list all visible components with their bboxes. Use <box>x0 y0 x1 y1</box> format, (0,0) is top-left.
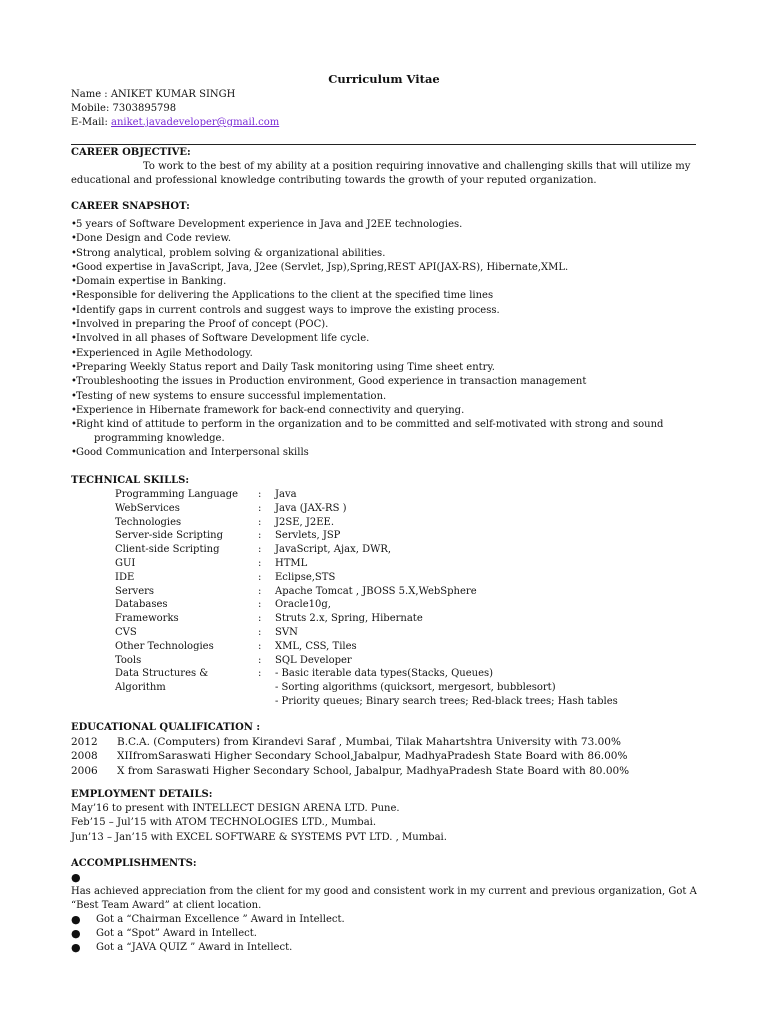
email-label: E-Mail: <box>71 117 112 128</box>
email-link[interactable]: aniket.javadeveloper@gmail.com <box>111 117 280 128</box>
bullet-icon: • <box>71 276 77 288</box>
document-title: Curriculum Vitae <box>328 72 440 86</box>
bullet-icon: ● <box>71 913 81 926</box>
table-row: Data Structures & : - Basic iterable data types(Stacks, Queues) <box>115 668 494 680</box>
list-item: ● Got a “JAVA QUIZ ” Award in Intellect. <box>71 941 293 954</box>
list-item: ● Got a “Spot” Award in Intellect. <box>71 927 257 940</box>
list-item: •Preparing Weekly Status report and Daily Task monitoring using Time sheet entry. <box>71 361 495 373</box>
list-item: Jun’13 – Jan’15 with EXCEL SOFTWARE & SYSTEMS PVT LTD. , Mumbai. <box>71 831 447 843</box>
table-row: Servers : Apache Tomcat , JBOSS 5.X,WebSphere <box>115 585 477 597</box>
table-row: 2012 B.C.A. (Computers) from Kirandevi Saraf , Mumbai, Tilak Mahartshtra University with 73.00% <box>71 736 621 748</box>
email-line <box>71 116 279 130</box>
list-item: •Responsible for delivering the Applications to the client at the specified time lines <box>71 290 494 302</box>
bullet-icon: • <box>71 347 77 359</box>
bullet-icon: • <box>71 419 77 431</box>
bullet-icon: • <box>71 233 77 245</box>
table-row: 2008 XIIfromSaraswati Higher Secondary School,Jabalpur, MadhyaPradesh State Board with 86.00% <box>71 750 628 763</box>
bullet-icon: • <box>71 376 77 388</box>
objective-line-2: educational and professional knowledge contributing towards the growth of your reputed organization. <box>71 175 597 186</box>
bullet-icon: • <box>71 333 77 345</box>
employment-section <box>71 788 697 845</box>
accomplishments-section <box>71 857 697 955</box>
table-row: Algorithm - Sorting algorithms (quicksort, mergesort, bubblesort) <box>115 682 556 694</box>
objective-line-1: To work to the best of my ability at a position requiring innovative and challenging skills that will utilize my <box>143 161 691 172</box>
list-item: •Domain expertise in Banking. <box>71 276 227 288</box>
list-item: •Good expertise in JavaScript, Java, J2ee (Servlet, Jsp),Spring,REST API(JAX-RS), Hibernate,XML. <box>71 261 569 273</box>
table-row: Programming Language : Java <box>115 489 297 500</box>
technical-skills-title: TECHNICAL SKILLS: <box>71 475 190 486</box>
table-row: Client-side Scripting : JavaScript, Ajax, DWR, <box>115 544 392 556</box>
bullet-icon: • <box>71 304 77 316</box>
list-item: •Experience in Hibernate framework for back-end connectivity and querying. <box>71 404 465 416</box>
skills-table <box>71 488 697 709</box>
mobile-line: Mobile: 7303895798 <box>71 103 177 114</box>
table-row: Technologies : J2SE, J2EE. <box>115 516 335 528</box>
list-item: May’16 to present with INTELLECT DESIGN ARENA LTD. Pune. <box>71 803 400 814</box>
bullet-icon: • <box>71 390 77 402</box>
list-item: •Done Design and Code review. <box>71 233 232 245</box>
career-snapshot-title: CAREER SNAPSHOT: <box>71 201 190 212</box>
education-section <box>71 721 697 778</box>
table-row: IDE : Eclipse,STS <box>115 571 336 583</box>
table-row: Frameworks : Struts 2.x, Spring, Hibernate <box>115 613 423 625</box>
bullet-icon: ● <box>71 927 81 940</box>
bullet-icon: • <box>71 447 77 459</box>
table-row: CVS : SVN <box>115 626 298 638</box>
list-item: •Identify gaps in current controls and suggest ways to improve the existing process. <box>71 304 500 316</box>
snapshot-list <box>71 218 697 460</box>
employment-title: EMPLOYMENT DETAILS: <box>71 789 213 800</box>
list-item: Feb’15 – Jul’15 with ATOM TECHNOLOGIES LTD., Mumbai. <box>71 817 377 829</box>
contact-header <box>71 88 279 130</box>
list-item: •Right kind of attitude to perform in the organization and to be committed and self-motivated with strong and sound programming knowledge. <box>71 419 664 445</box>
list-item: •Good Communication and Interpersonal skills <box>71 447 309 459</box>
bullet-icon: • <box>71 261 77 273</box>
career-objective-section <box>71 146 697 188</box>
table-row: Other Technologies : XML, CSS, Tiles <box>115 640 357 652</box>
list-item: •5 years of Software Development experience in Java and J2EE technologies. <box>71 219 463 230</box>
table-row: Tools : SQL Developer <box>115 654 352 666</box>
name-line: Name : ANIKET KUMAR SINGH <box>71 89 236 100</box>
list-item: ● Got a “Chairman Excellence ” Award in Intellect. <box>71 913 345 926</box>
table-row: - Priority queues; Binary search trees; Red-black trees; Hash tables <box>275 695 618 707</box>
list-item: •Strong analytical, problem solving & organizational abilities. <box>71 247 386 259</box>
bullet-icon: • <box>71 290 77 302</box>
list-item: •Troubleshooting the issues in Production environment, Good experience in transaction management <box>71 376 587 388</box>
divider <box>71 144 696 145</box>
bullet-icon: • <box>71 219 77 230</box>
career-objective-title: CAREER OBJECTIVE: <box>71 147 191 158</box>
list-item: ● Has achieved appreciation from the client for my good and consistent work in my current and previous organization, Got A “Best Team Award” at client location. <box>71 871 697 911</box>
list-item: •Experienced in Agile Methodology. <box>71 347 253 359</box>
bullet-icon: • <box>71 361 77 373</box>
table-row: Databases : Oracle10g, <box>115 599 331 611</box>
bullet-icon: • <box>71 247 77 259</box>
bullet-icon: ● <box>71 941 81 954</box>
bullet-icon: ● <box>71 871 81 884</box>
bullet-icon: • <box>71 319 77 331</box>
table-row: Server-side Scripting : Servlets, JSP <box>115 530 341 542</box>
bullet-icon: • <box>71 404 77 416</box>
list-item: •Involved in preparing the Proof of concept (POC). <box>71 319 329 331</box>
accomplishments-title: ACCOMPLISHMENTS: <box>71 858 197 869</box>
career-snapshot-section <box>71 200 697 460</box>
list-item: •Involved in all phases of Software Development life cycle. <box>71 333 370 345</box>
table-row: 2006 X from Saraswati Higher Secondary School, Jabalpur, MadhyaPradesh State Board with 80.00% <box>71 764 630 777</box>
education-title: EDUCATIONAL QUALIFICATION : <box>71 722 261 733</box>
list-item: •Testing of new systems to ensure successful implementation. <box>71 390 387 402</box>
technical-skills-section <box>71 474 697 709</box>
table-row: WebServices : Java (JAX-RS ) <box>115 502 347 514</box>
table-row: GUI : HTML <box>115 557 308 569</box>
